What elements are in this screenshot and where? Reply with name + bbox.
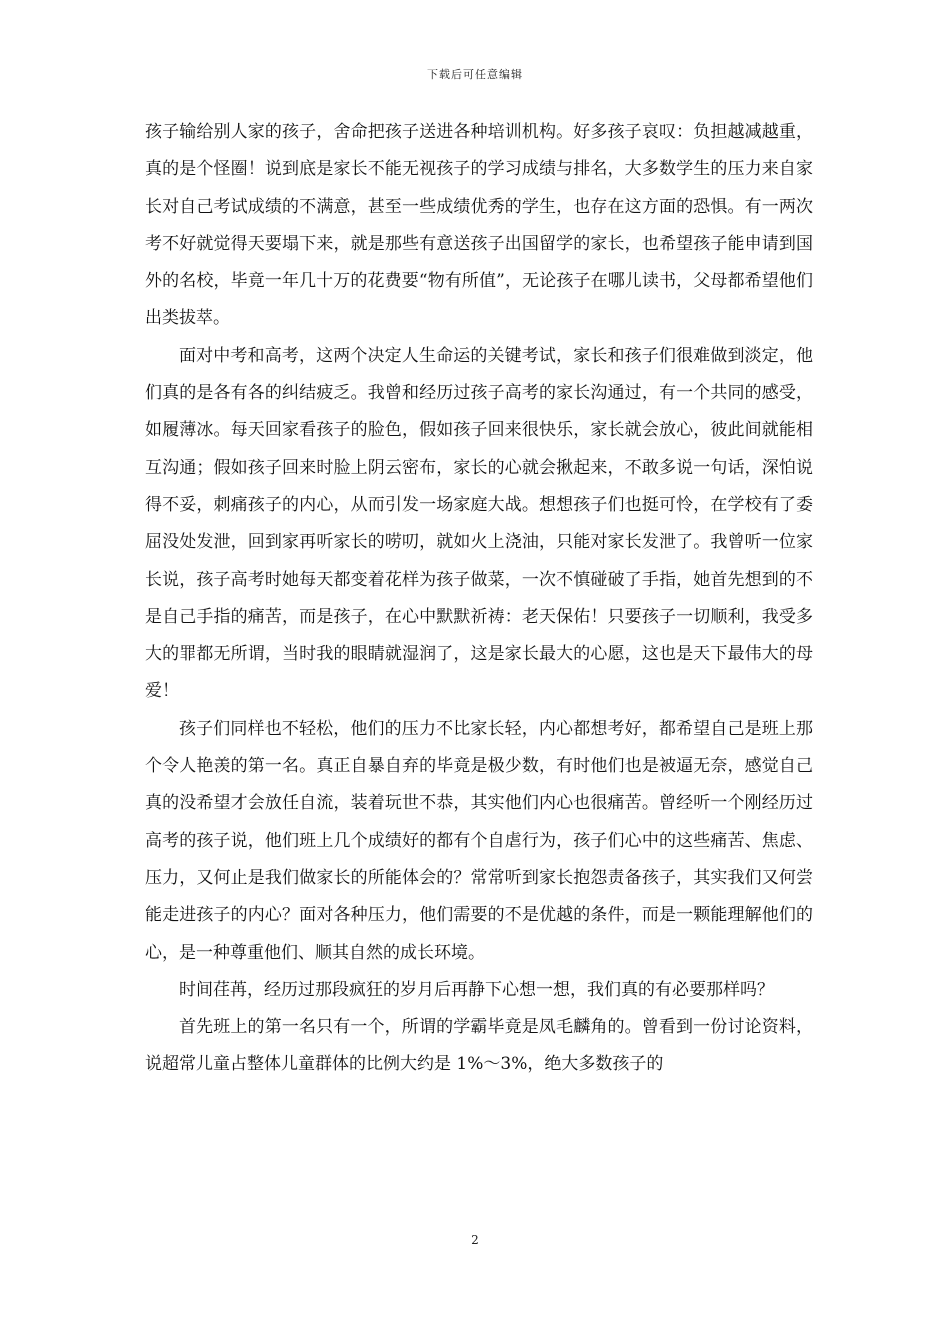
page-header: 下载后可任意编辑 [427,68,523,81]
paragraph: 孩子输给别人家的孩子，舍命把孩子送进各种培训机构。好多孩子哀叹：负担越减越重，真的是个怪圈！说到底是家长不能无视孩子的学习成绩与排名，大多数学生的压力来自家长对自己考试成绩的不满意，甚至一些成绩优秀的学生，也存在这方面的恐惧。有一两次考不好就觉得天要塌下来，就是那些有意送孩子出国留学的家长，也希望孩子能申请到国外的名校，毕竟一年几十万的花费要“物有所值”，无论孩子在哪儿读书，父母都希望他们出类拔萃。 [145,122,813,329]
paragraph: 时间荏苒，经历过那段疯狂的岁月后再静下心想一想，我们真的有必要那样吗？ [179,979,774,1000]
page-number: 2 [471,1233,479,1247]
paragraph: 面对中考和高考，这两个决定人生命运的关键考试，家长和孩子们很难做到淡定，他们真的是各有各的纠结疲乏。我曾和经历过孩子高考的家长沟通过，有一个共同的感受，如履薄冰。每天回家看孩子的脸色，假如孩子回来很快乐，家长就会放心，彼此间就能相互沟通；假如孩子回来时脸上阴云密布，家长的心就会揪起来，不敢多说一句话，深怕说得不妥，刺痛孩子的内心，从而引发一场家庭大战。想想孩子们也挺可怜，在学校有了委屈没处发泄，回到家再听家长的唠叨，就如火上浇油，只能对家长发泄了。我曾听一位家长说，孩子高考时她每天都变着花样为孩子做菜，一次不慎碰破了手指，她首先想到的不是自己手指的痛苦，而是孩子，在心中默默祈祷：老天保佑！只要孩子一切顺利，我受多大的罪都无所谓，当时我的眼睛就湿润了，这是家长最大的心愿，这也是天下最伟大的母爱！ [145,345,813,702]
document-body [145,114,813,1084]
paragraph: 孩子们同样也不轻松，他们的压力不比家长轻，内心都想考好，都希望自己是班上那个令人艳羡的第一名。真正自暴自弃的毕竟是极少数，有时他们也是被逼无奈，感觉自己真的没希望才会放任自流，装着玩世不恭，其实他们内心也很痛苦。曾经听一个刚经历过高考的孩子说，他们班上几个成绩好的都有个自虐行为，孩子们心中的这些痛苦、焦虑、压力，又何止是我们做家长的所能体会的？常常听到家长抱怨责备孩子，其实我们又何尝能走进孩子的内心？面对各种压力，他们需要的不是优越的条件，而是一颗能理解他们的心，是一种尊重他们、顺其自然的成长环境。 [145,718,813,963]
paragraph: 首先班上的第一名只有一个，所谓的学霸毕竟是凤毛麟角的。曾看到一份讨论资料，说超常儿童占整体儿童群体的比例大约是 1%～3%，绝大多数孩子的 [145,1017,813,1075]
